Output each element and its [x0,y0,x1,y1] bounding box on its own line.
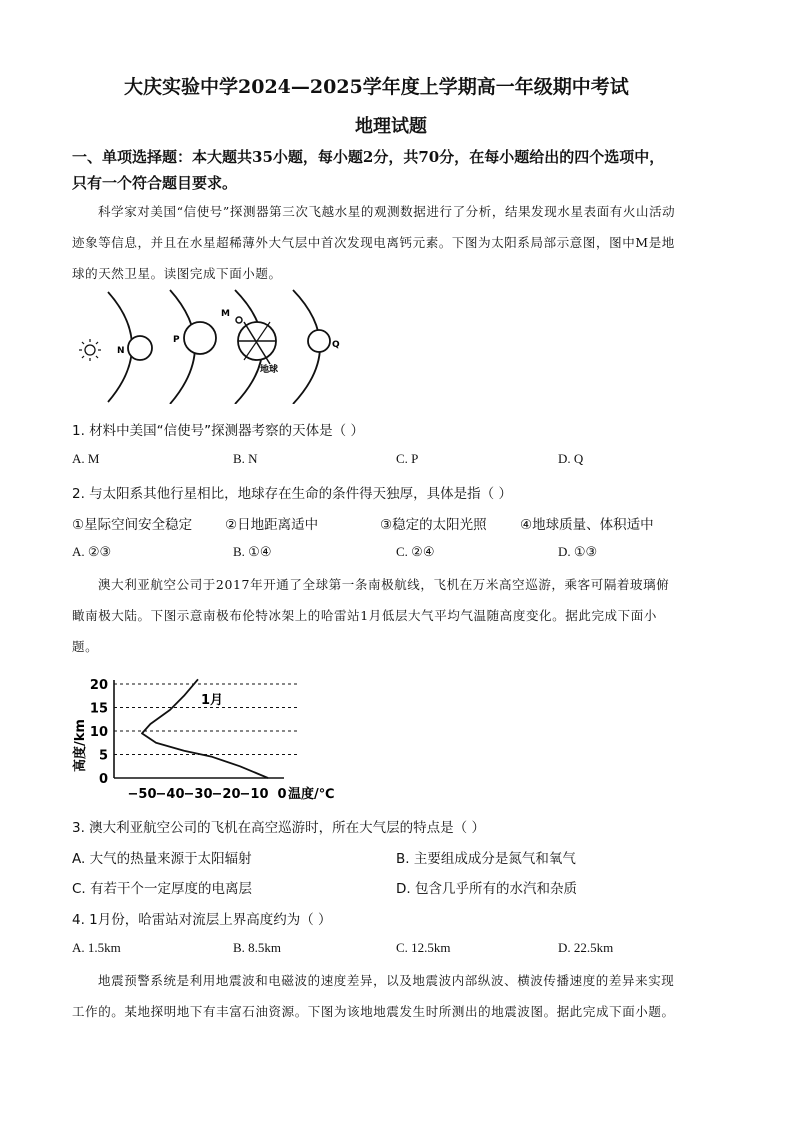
q4-option-d[interactable]: D. 22.5km [558,940,614,955]
label-q: Q [332,340,340,350]
y-tick-10: 10 [89,725,108,740]
q1-option-b[interactable]: B. N [233,451,258,466]
y-tick-0: 0 [98,772,108,787]
q4-stem: 4. 1月份，哈雷站对流层上界高度约为（ ） [72,912,332,928]
q1-option-c[interactable]: C. P [396,451,419,466]
material3-line1: 地震预警系统是利用地震波和电磁波的速度差异，以及地震波内部纵波、横波传播速度的差异来实现 [98,973,675,988]
q4-option-b[interactable]: B. 8.5km [233,940,282,955]
planet-n [128,336,152,360]
material1-line2: 迹象等信息，并且在水星超稀薄外大气层中首次发现电离钙元素。下图为太阳系局部示意图，图中M是地 [72,235,675,250]
q2-option-a[interactable]: A. ②③ [72,544,112,559]
label-n: N [117,346,125,356]
material2-line1: 澳大利亚航空公司于2017年开通了全球第一条南极航线，飞机在万米高空巡游，乘客可隔着玻璃俯 [98,577,670,592]
q3-option-d[interactable]: D. 包含几乎所有的水汽和杂质 [396,881,577,897]
q3-option-c[interactable]: C. 有若干个一定厚度的电离层 [72,881,253,897]
q3-option-a[interactable]: A. 大气的热量来源于太阳辐射 [72,851,252,867]
q4-option-c[interactable]: C. 12.5km [396,940,451,955]
x-tick--10: −10 [239,787,269,802]
label-p: P [173,335,180,345]
q3-stem: 3. 澳大利亚航空公司的飞机在高空巡游时，所在大气层的特点是（ ） [72,820,485,836]
series-label: 1月 [201,693,224,708]
q1-option-a[interactable]: A. M [72,451,100,466]
moon-m [236,317,242,323]
x-axis-label: 温度/℃ [288,787,335,802]
q2-choice-2: ②日地距离适中 [225,517,319,533]
q1-option-d[interactable]: D. Q [558,451,584,466]
material2-line2: 瞰南极大陆。下图示意南极布伦特冰架上的哈雷站1月低层大气平均气温随高度变化。据此完成下面小 [72,608,657,623]
x-tick--40: −40 [155,787,185,802]
q2-stem: 2. 与太阳系其他行星相比，地球存在生命的条件得天独厚，具体是指（ ） [72,486,512,502]
y-tick-5: 5 [98,748,108,764]
material1-line1: 科学家对美国“信使号”探测器第三次飞越水星的观测数据进行了分析，结果发现水星表面有火山活动 [98,204,676,219]
sun-icon [79,339,101,361]
q2-option-b[interactable]: B. ①④ [233,544,272,559]
label-m: M [221,309,230,319]
label-earth: 地球 [260,365,279,375]
x-tick-0: 0 [277,787,287,802]
planet-p [184,322,216,354]
planet-q [308,330,330,352]
x-tick--50: −50 [127,787,157,802]
page-subtitle: 地理试题 [355,116,427,137]
section-heading-line1: 一、单项选择题：本大题共35小题，每小题2分，共70分，在每小题给出的四个选项中， [72,148,665,166]
y-tick-15: 15 [89,701,108,717]
material3-line2: 工作的。某地探明地下有丰富石油资源。下图为该地地震发生时所测出的地震波图。据此完成下面小题。 [72,1004,675,1019]
material2-line3: 题。 [72,639,99,654]
page-title: 大庆实验中学2024—2025学年度上学期高一年级期中考试 [124,76,629,98]
x-tick--20: −20 [211,787,241,802]
y-tick-20: 20 [89,678,108,693]
q2-choice-4: ④地球质量、体积适中 [520,517,654,533]
x-tick--30: −30 [183,787,213,802]
material1-line3: 球的天然卫星。读图完成下面小题。 [72,266,282,281]
q2-choice-1: ①星际空间安全稳定 [72,517,193,533]
q2-option-d[interactable]: D. ①③ [558,544,598,559]
q3-option-b[interactable]: B. 主要组成成分是氮气和氧气 [396,851,576,867]
q2-choice-3: ③稳定的太阳光照 [380,517,487,533]
section-heading-line2: 只有一个符合题目要求。 [72,174,238,192]
temperature-height-chart [66,672,356,808]
q1-stem: 1. 材料中美国“信使号”探测器考察的天体是（ ） [72,423,364,439]
y-axis-label: 高度/km [73,719,88,772]
solar-system-diagram [70,286,370,404]
q2-option-c[interactable]: C. ②④ [396,544,435,559]
q4-option-a[interactable]: A. 1.5km [72,940,121,955]
